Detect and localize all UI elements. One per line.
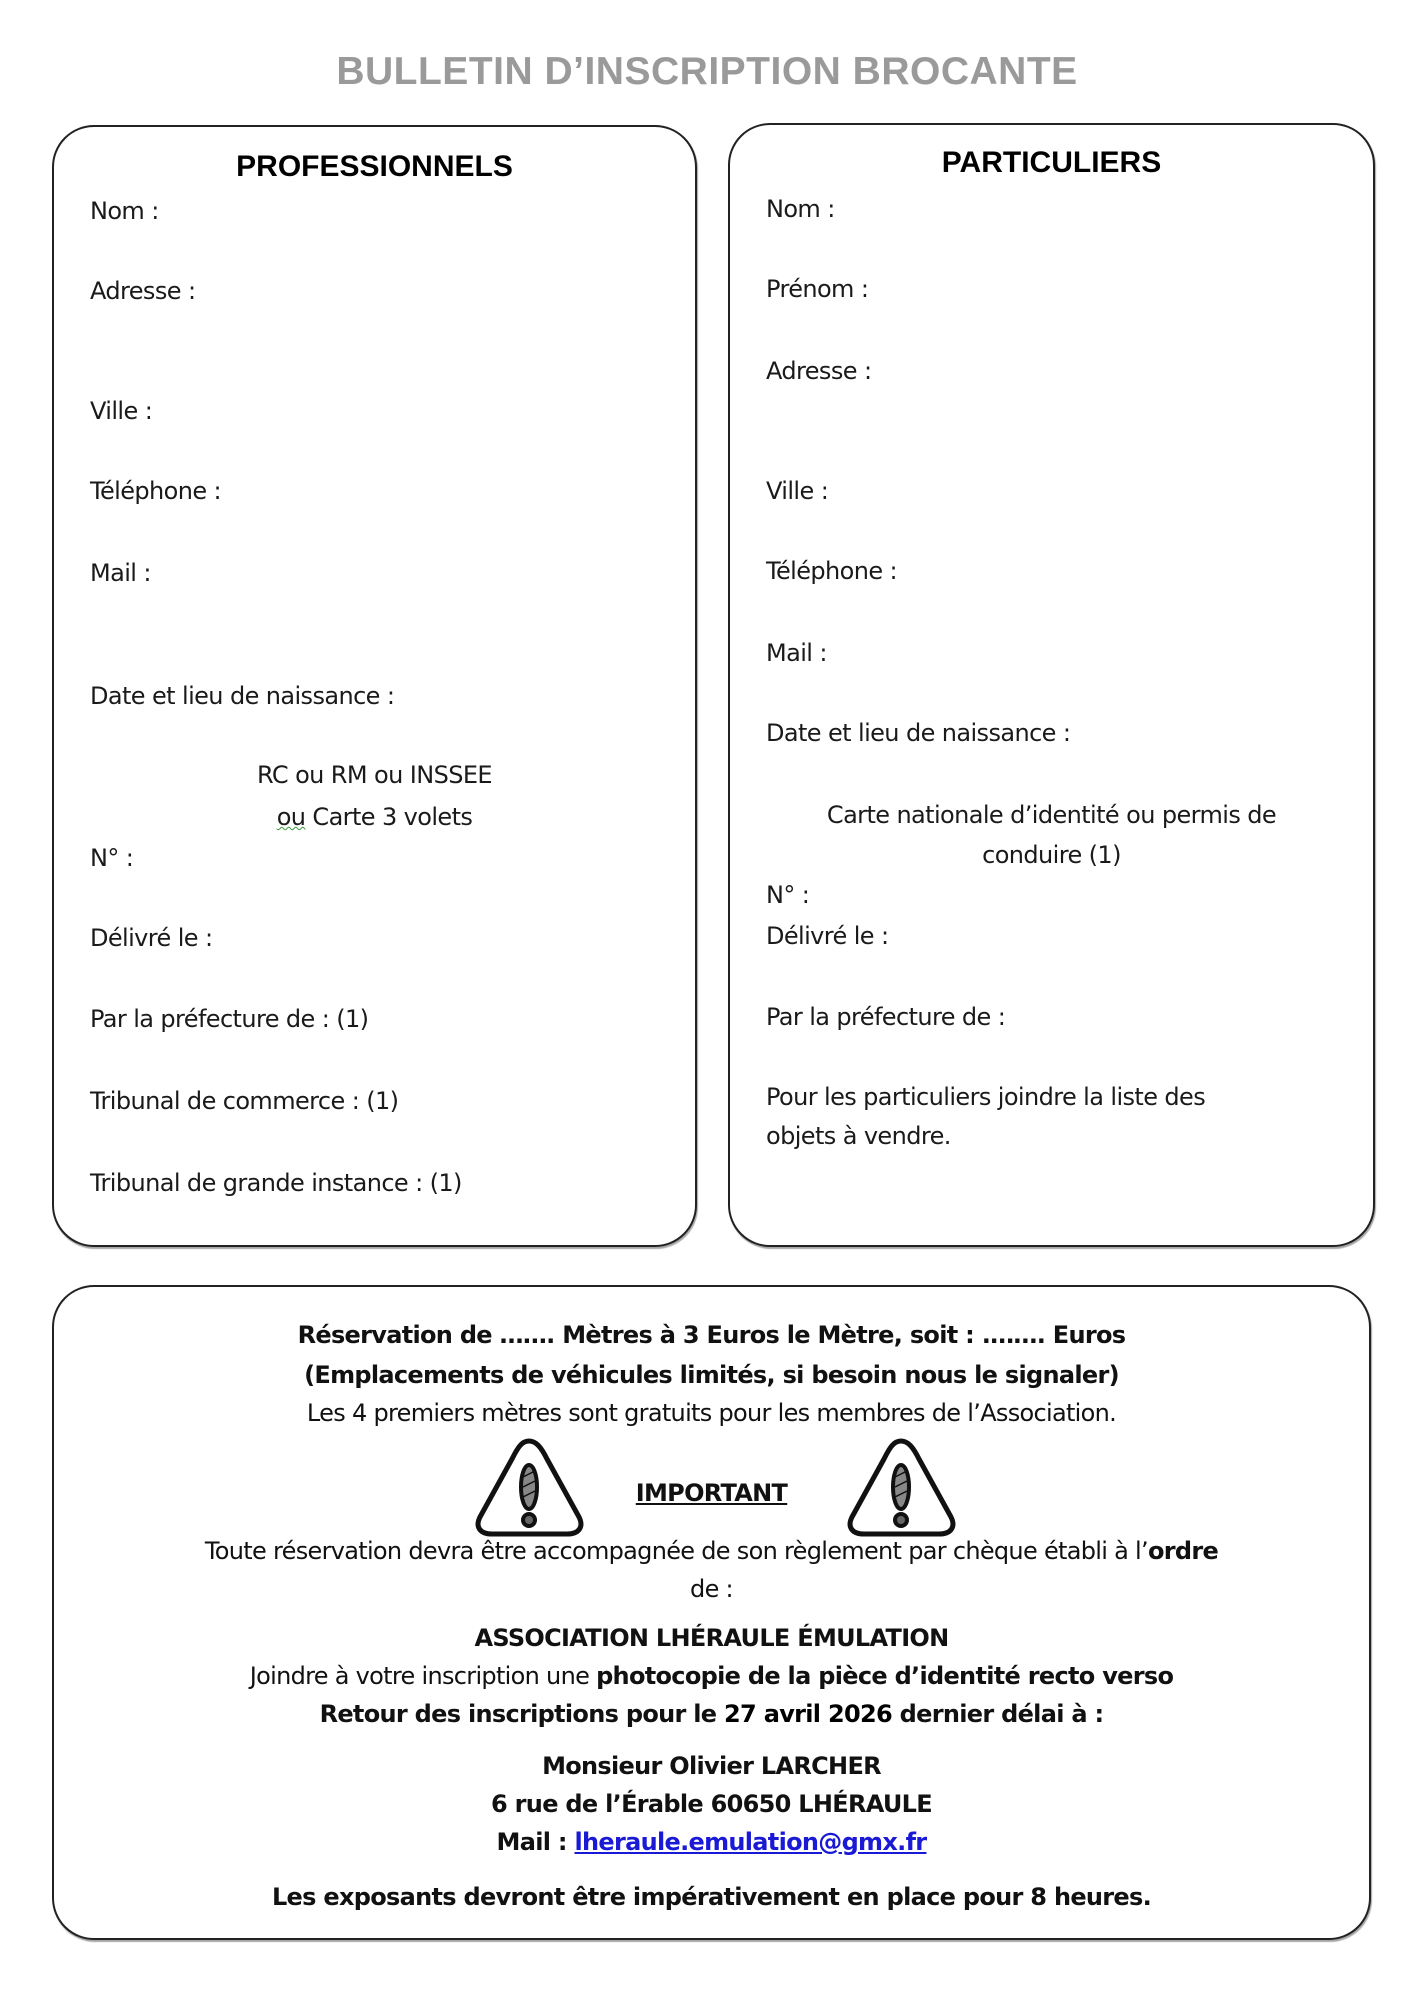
contact-mail-link[interactable]: lheraule.emulation@gmx.fr	[574, 1828, 927, 1856]
return-deadline	[54, 1700, 1369, 1728]
payment-instruction-line2: de :	[690, 1575, 733, 1603]
document-title: BULLETIN D’INSCRIPTION BROCANTE	[336, 50, 1078, 93]
part-prefecture-field[interactable]: Par la préfecture de :	[766, 1003, 1006, 1031]
pro-mail-field[interactable]: Mail :	[90, 559, 151, 587]
part-note-line1: Pour les particuliers joindre la liste des	[766, 1083, 1206, 1111]
closing-note: Les exposants devront être impérativement en place pour 8 heures.	[271, 1883, 1152, 1911]
professionnels-panel	[52, 125, 697, 1247]
join-id-copy-bold: photocopie de la pièce d’identité recto verso	[596, 1662, 1174, 1690]
part-doc-type-line1: Carte nationale d’identité ou permis de	[826, 801, 1277, 829]
return-deadline-date: 27 avril 2026	[724, 1700, 892, 1728]
payment-instruction-line1	[54, 1537, 1369, 1565]
part-doc-type-line2: conduire (1)	[982, 841, 1121, 869]
contact-mail	[54, 1828, 1369, 1856]
reservation-line: Réservation de ……. Mètres à 3 Euros le Mètre, soit : .……. Euros	[297, 1321, 1126, 1349]
pro-numero-field[interactable]: N° :	[90, 844, 134, 872]
warning-icon	[844, 1435, 959, 1540]
pro-nom-field[interactable]: Nom :	[90, 197, 159, 225]
pro-telephone-field[interactable]: Téléphone :	[90, 477, 222, 505]
join-id-copy-text: Joindre à votre inscription une	[249, 1662, 597, 1690]
part-delivre-field[interactable]: Délivré le :	[766, 922, 889, 950]
pro-naissance-field[interactable]: Date et lieu de naissance :	[90, 682, 395, 710]
part-telephone-field[interactable]: Téléphone :	[766, 557, 898, 585]
part-mail-field[interactable]: Mail :	[766, 639, 827, 667]
pro-doc-type-line2	[54, 797, 695, 837]
pro-prefecture-field[interactable]: Par la préfecture de : (1)	[90, 1005, 369, 1033]
part-naissance-field[interactable]: Date et lieu de naissance :	[766, 719, 1071, 747]
professionnels-heading: PROFESSIONNELS	[236, 150, 513, 183]
particuliers-panel	[728, 123, 1375, 1247]
join-id-copy-note	[54, 1662, 1369, 1690]
contact-address: 6 rue de l’Érable 60650 LHÉRAULE	[491, 1790, 932, 1818]
part-adresse-field[interactable]: Adresse :	[766, 357, 872, 385]
spellcheck-ou: ou	[276, 803, 306, 831]
part-ville-field[interactable]: Ville :	[766, 477, 829, 505]
members-free-note: Les 4 premiers mètres sont gratuits pour les membres de l’Association.	[306, 1399, 1117, 1427]
pro-ville-field[interactable]: Ville :	[90, 397, 153, 425]
pro-tribunal-commerce-field[interactable]: Tribunal de commerce : (1)	[90, 1087, 399, 1115]
contact-mail-label: Mail :	[496, 1828, 575, 1856]
vehicle-note: (Emplacements de véhicules limités, si besoin nous le signaler)	[304, 1361, 1119, 1389]
pro-delivre-field[interactable]: Délivré le :	[90, 924, 213, 952]
contact-name: Monsieur Olivier LARCHER	[542, 1752, 881, 1780]
important-label: IMPORTANT	[635, 1479, 788, 1507]
part-numero-field[interactable]: N° :	[766, 881, 810, 909]
payment-instruction-text: Toute réservation devra être accompagnée de son règlement par chèque établi à l’	[204, 1537, 1148, 1565]
particuliers-heading: PARTICULIERS	[941, 146, 1162, 179]
payment-order-word: ordre	[1147, 1537, 1219, 1565]
part-note-line2: objets à vendre.	[766, 1122, 951, 1150]
pro-adresse-field[interactable]: Adresse :	[90, 277, 196, 305]
pro-doc-type-line2-rest: Carte 3 volets	[305, 803, 473, 831]
reservation-panel	[52, 1285, 1371, 1940]
part-prenom-field[interactable]: Prénom :	[766, 275, 869, 303]
part-nom-field[interactable]: Nom :	[766, 195, 835, 223]
return-deadline-suffix: dernier délai à :	[891, 1700, 1104, 1728]
pro-doc-type-line1: RC ou RM ou INSSEE	[257, 761, 492, 789]
pro-tribunal-grande-instance-field[interactable]: Tribunal de grande instance : (1)	[90, 1169, 462, 1197]
association-name: ASSOCIATION LHÉRAULE ÉMULATION	[474, 1624, 949, 1652]
return-deadline-text: Retour des inscriptions pour le	[319, 1700, 725, 1728]
